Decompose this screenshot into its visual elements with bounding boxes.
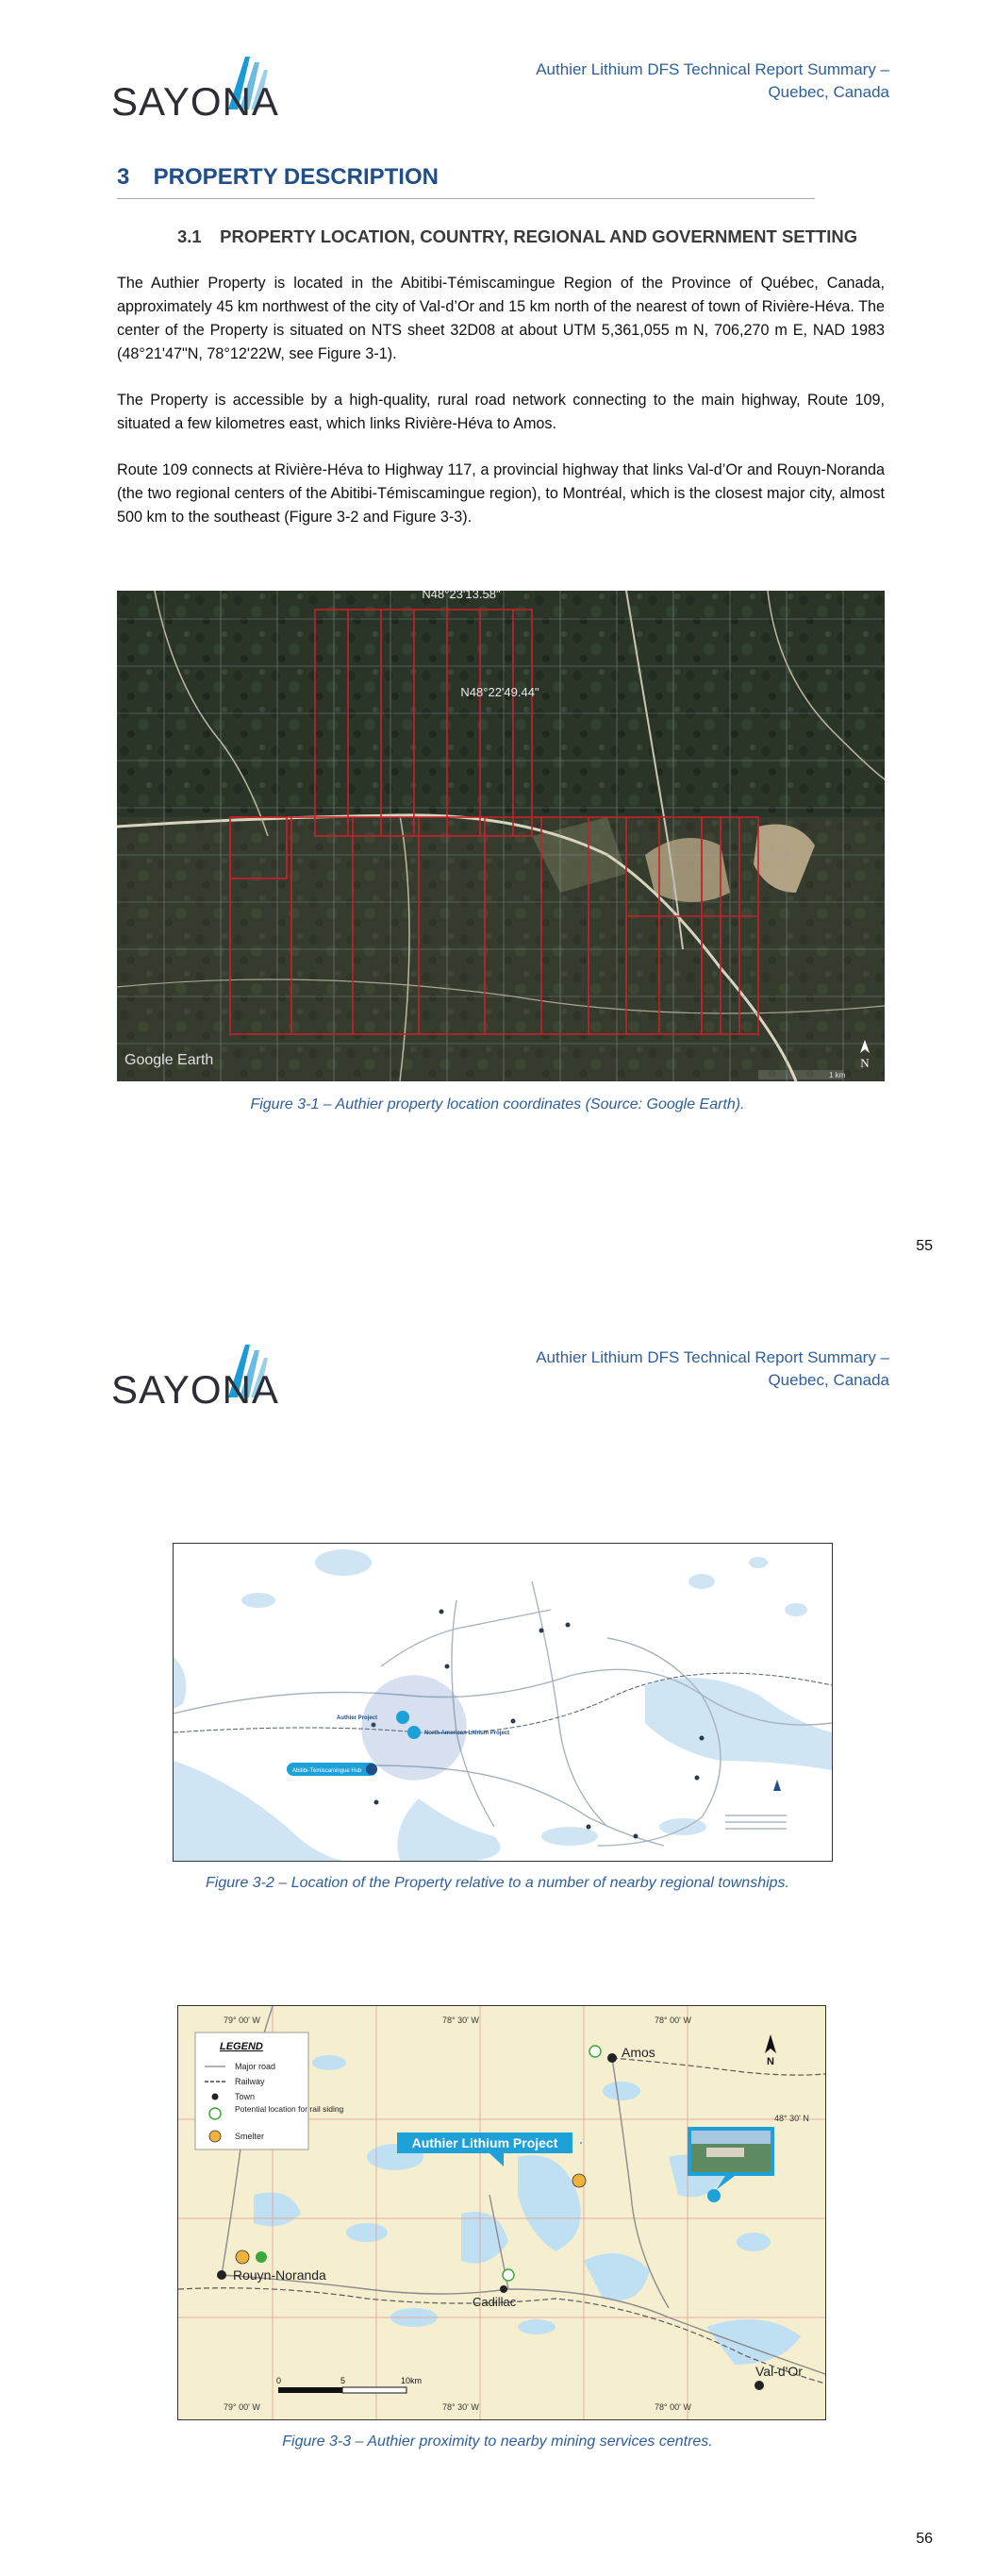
rouyn-smelter-icon: [236, 2250, 249, 2264]
town-marker-rouyn-noranda: [217, 2270, 226, 2280]
town-cadillac: Cadillac: [473, 2295, 517, 2309]
cluster-callout: [287, 1763, 377, 1776]
figure-3-1-satellite-map: [117, 591, 885, 1081]
top-tick-1: 78° 30' W: [442, 2016, 479, 2025]
scale-tick-2: 10km: [401, 2376, 423, 2385]
town-val-dor: Val-d'Or: [755, 2364, 803, 2379]
section-title: PROPERTY DESCRIPTION: [153, 164, 439, 190]
page-56: [0, 1288, 995, 2576]
report-header: [493, 59, 889, 104]
legend-major-road: Major road: [235, 2062, 276, 2071]
bottom-tick-1: 78° 30' W: [442, 2402, 479, 2412]
sayona-logo: [111, 1343, 279, 1412]
logo-text: SAYONA: [111, 1367, 279, 1412]
smelter-icon: [209, 2131, 221, 2142]
satellite-image: [117, 591, 885, 1081]
lat-tick: 48° 30' N: [774, 2114, 809, 2123]
authier-project-marker: [396, 1711, 409, 1724]
header-title-line1: Authier Lithium DFS Technical Report Summary –: [536, 1348, 889, 1366]
legend-title: LEGEND: [220, 2041, 263, 2052]
figure-3-3-caption: Figure 3-3 – Authier proximity to nearby mining services centres.: [282, 2434, 713, 2450]
bottom-tick-2: 78° 00' W: [655, 2402, 691, 2412]
subsection-title: PROPERTY LOCATION, COUNTRY, REGIONAL AND GOVERNMENT SETTING: [220, 226, 858, 246]
town-amos: Amos: [622, 2045, 655, 2060]
figure-3-2-regional-map: [173, 1543, 833, 1862]
legend-town: Town: [235, 2092, 256, 2101]
rouyn-rail-siding-icon: [256, 2251, 267, 2263]
header-title-line2: Quebec, Canada: [768, 1371, 889, 1389]
section-heading: [117, 164, 815, 199]
regional-map: [174, 1544, 832, 1861]
rail-siding-icon: [209, 2108, 221, 2119]
town-rouyn-noranda: Rouyn-Noranda: [233, 2267, 326, 2283]
legend-smelter: Smelter: [235, 2132, 265, 2141]
coord-label-top: N48°23'13.58": [422, 591, 501, 601]
top-tick-2: 78° 00' W: [655, 2016, 691, 2025]
town-marker-cadillac: [500, 2285, 507, 2293]
project-label: Authier Lithium Project: [411, 2135, 558, 2150]
nal-project-label: North American Lithium Project: [424, 1731, 510, 1736]
figure-3-1-caption: Figure 3-1 – Authier property location coordinates (Source: Google Earth).: [250, 1096, 745, 1112]
town-marker-amos: [607, 2053, 617, 2063]
north-american-lithium-marker: [407, 1726, 421, 1739]
subsection-number: 3.1: [177, 226, 202, 246]
bottom-tick-0: 79° 00' W: [224, 2402, 260, 2412]
amos-rail-siding-icon: [589, 2046, 601, 2057]
town-marker-val-dor: [755, 2381, 764, 2390]
legend-railway: Railway: [235, 2077, 265, 2086]
top-tick-0: 79° 00' W: [224, 2016, 260, 2025]
figure-3-2-caption: Figure 3-2 – Location of the Property relative to a number of nearby regional townships.: [205, 1875, 789, 1891]
page-number: 56: [916, 2531, 933, 2547]
section-number: 3: [117, 164, 130, 190]
header-title-line1: Authier Lithium DFS Technical Report Summary –: [536, 60, 889, 78]
scale-label: 1 km: [829, 1071, 846, 1079]
page-number: 55: [916, 1238, 933, 1254]
cadillac-rail-siding-icon: [503, 2269, 514, 2281]
paragraph-access: The Property is accessible by a high-quality, rural road network connecting to the main highway, Route 109, situated a few kilometres east, which links Rivière-Héva to Amos.: [117, 392, 885, 432]
subsection-heading: [177, 226, 857, 247]
svg-text:N: N: [767, 2056, 774, 2067]
scale-tick-0: 0: [276, 2376, 282, 2385]
coord-label-center: N48°22'49.44": [460, 685, 539, 699]
services-map: [178, 2006, 825, 2419]
google-earth-watermark: Google Earth: [124, 1052, 214, 1068]
logo-text: SAYONA: [111, 79, 279, 124]
report-header: [493, 1347, 889, 1392]
sayona-logo: [111, 55, 279, 124]
legend-rail-siding: Potential location for rail siding: [235, 2104, 344, 2114]
figure-3-3-services-map: [177, 2005, 826, 2420]
project-smelter-icon: [572, 2174, 586, 2187]
paragraph-location: The Authier Property is located in the Abitibi-Témiscamingue Region of the Province of Québec, Canada, approximately 45 km northwest of the city of Val-d’Or and 15 km north of the nearest of town of Rivière-Héva. The center of the Property is situated on NTS sheet 32D08 at about UTM 5,361,055 m N, 706,270 m E, NAD 1983 (48°21'47"N, 78°12'22W, see Figure 3-1).: [117, 275, 885, 362]
cluster-label: Abitibi-Témiscamingue Hub: [292, 1768, 362, 1774]
scale-tick-1: 5: [340, 2376, 346, 2385]
paragraph-route: Route 109 connects at Rivière-Héva to Highway 117, a provincial highway that links Val-d’Or and Rouyn-Noranda (the two regional centers of the Abitibi-Témiscamingue region), to Montréal, which is the closest major city, almost 500 km to the southeast (Figure 3-2 and Figure 3-3).: [117, 461, 885, 526]
svg-text:N: N: [860, 1056, 870, 1070]
authier-project-label: Authier Project: [336, 1715, 377, 1721]
header-title-line2: Quebec, Canada: [768, 83, 889, 101]
